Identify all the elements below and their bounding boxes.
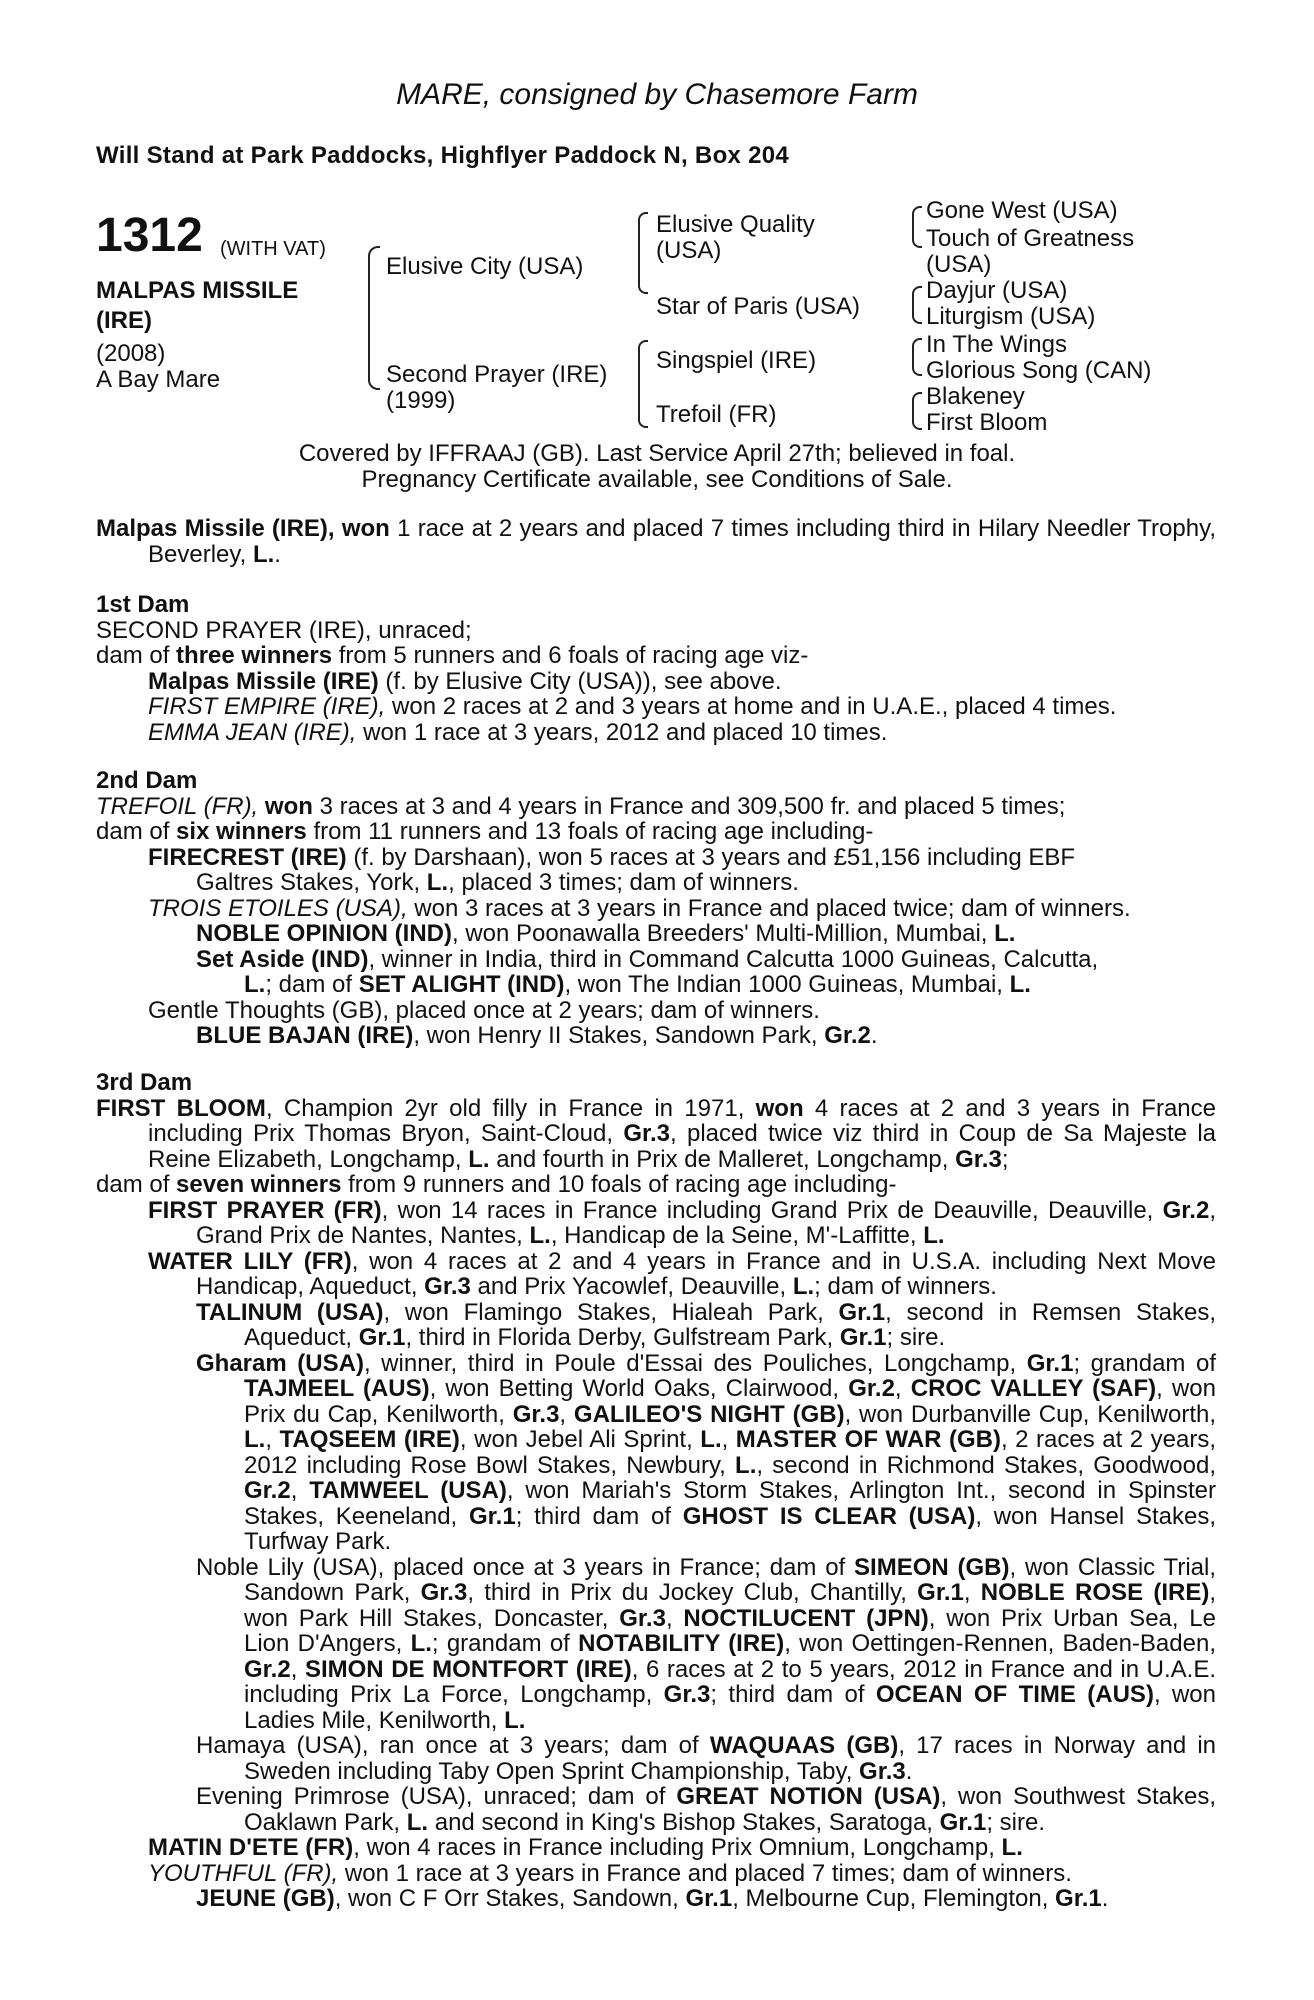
text-segment: Gr.3: [420, 1579, 468, 1606]
text-segment: , won Jebel Ali Sprint,: [459, 1426, 701, 1453]
text-segment: CROC VALLEY (SAF): [910, 1375, 1157, 1402]
text-segment: ,: [721, 1426, 736, 1453]
text-segment: , third in Prix du Jockey Club, Chantilly,: [467, 1579, 918, 1606]
pedigree-g3-2-line2: (USA): [926, 251, 992, 278]
third-dam-foal-first-prayer: [96, 1198, 1216, 1249]
race-record-end: .: [274, 540, 281, 568]
horse-name-line1: MALPAS MISSILE: [96, 277, 299, 304]
text-segment: from 9 runners and 10 foals of racing age including-: [341, 1171, 897, 1198]
text-segment: MASTER OF WAR (GB): [735, 1426, 1001, 1453]
text-segment: L.: [923, 1222, 945, 1249]
text-segment: L.: [244, 1426, 266, 1453]
pedigree-dam-dam: Trefoil (FR): [656, 401, 777, 428]
pedigree-brace-g4: [912, 392, 922, 430]
text-segment: , 6 races at 2 to 5 years, 2012 in France and in U.A.E. including Prix La Force, Longchamp,: [244, 1655, 1216, 1708]
third-dam-grandfoal-gharam: [96, 1351, 1216, 1555]
text-segment: ,: [290, 1477, 310, 1504]
text-segment: GREAT NOTION (USA): [676, 1783, 941, 1810]
second-dam-grandfoal-2: Set Aside (IND), winner in India, third in Command Calcutta 1000 Guineas, Calcutta,: [196, 945, 1099, 973]
third-dam-produce-line: [96, 1172, 1216, 1198]
text-segment: L.: [406, 1808, 429, 1836]
pedigree-dam-year: (1999): [386, 387, 456, 414]
second-dam-heading: 2nd Dam: [96, 767, 198, 794]
text-segment: won 1 race at 3 years in France and placed 7 times; dam of winners.: [338, 1859, 1072, 1887]
pedigree-sire-sire-line2: (USA): [656, 237, 722, 264]
pedigree-sire-dam: Star of Paris (USA): [656, 293, 861, 320]
text-segment: FIRST PRAYER (FR): [148, 1196, 382, 1224]
lot-number: 1312: [96, 209, 203, 262]
text-segment: , won Oettingen-Rennen, Baden-Baden,: [784, 1630, 1216, 1657]
pedigree-brace-g3: [912, 338, 922, 376]
pedigree-brace-main: [368, 246, 380, 390]
text-segment: , won Mariah's Storm Stakes, Arlington Int., second in Spinster Stakes, Keeneland,: [244, 1477, 1216, 1530]
third-dam-summary: [96, 1096, 1216, 1173]
text-segment: , placed twice viz third in Coup de Sa Majeste la Reine Elizabeth, Longchamp,: [148, 1120, 1217, 1173]
text-segment: MATIN D'ETE (FR): [148, 1834, 354, 1861]
text-segment: Gr.3: [512, 1400, 560, 1428]
pedigree-brace-sire: [638, 212, 648, 294]
second-dam-grandfoal-2-cont: L.; dam of SET ALIGHT (IND), won The Indian 1000 Guineas, Mumbai, L.: [244, 971, 1031, 998]
third-dam-grandfoal-hamaya: [96, 1733, 1216, 1784]
pedigree-brace-dam: [638, 340, 648, 428]
pedigree-g3-5: In The Wings: [926, 331, 1067, 358]
text-segment: and Prix Yacowlef, Deauville,: [470, 1273, 793, 1300]
pedigree-g3-3: Dayjur (USA): [926, 277, 1068, 304]
text-segment: , won 4 races in France including Prix Omnium, Longchamp,: [353, 1834, 1002, 1861]
text-segment: , won Flamingo Stakes, Hialeah Park,: [383, 1298, 839, 1326]
text-segment: SIMEON (GB): [854, 1553, 1010, 1581]
text-segment: , 2 races at 2 years, 2012 including Rose Bowl Stakes, Newbury,: [244, 1426, 1216, 1479]
first-dam-heading: 1st Dam: [96, 591, 190, 618]
consignor-heading: MARE, consigned by Chasemore Farm: [396, 78, 918, 111]
text-segment: Evening Primrose (USA), unraced; dam of: [196, 1783, 677, 1810]
second-dam-line2: dam of six winners from 11 runners and 13 foals of racing age including-: [96, 818, 874, 845]
text-segment: ; grandam of: [1073, 1349, 1216, 1377]
text-segment: L.: [700, 1426, 722, 1453]
text-segment: dam of: [96, 1171, 177, 1198]
text-segment: SIMON DE MONTFORT (IRE): [304, 1655, 632, 1683]
text-segment: ,: [265, 1426, 280, 1453]
text-segment: , won Classic Trial, Sandown Park,: [244, 1553, 1216, 1606]
text-segment: Gr.1: [1055, 1885, 1102, 1912]
text-segment: Gr.3: [623, 1120, 671, 1147]
text-segment: ; sire.: [886, 1324, 946, 1351]
text-segment: , won Durbanville Cup, Kenilworth,: [844, 1400, 1216, 1428]
text-segment: Gr.3: [859, 1757, 906, 1785]
text-segment: L.: [504, 1706, 526, 1734]
text-segment: Noble Lily (USA), placed once at 3 years in France; dam of: [196, 1553, 855, 1581]
stand-location: Will Stand at Park Paddocks, Highflyer Paddock N, Box 204: [96, 142, 790, 169]
text-segment: and second in King's Bishop Stakes, Saratoga,: [428, 1808, 940, 1836]
text-segment: L.: [468, 1145, 490, 1173]
text-segment: Gr.1: [917, 1579, 964, 1606]
horse-description: A Bay Mare: [96, 366, 221, 393]
second-dam-foal-1: FIRECREST (IRE) (f. by Darshaan), won 5 races at 3 years and £51,156 including EBF: [148, 843, 1076, 871]
pedigree-brace-g1: [912, 206, 922, 248]
pedigree-g3-2-line1: Touch of Greatness: [926, 225, 1135, 252]
text-segment: .: [905, 1757, 913, 1785]
race-record-name: Malpas Missile (IRE), won: [96, 515, 390, 542]
text-segment: YOUTHFUL (FR),: [148, 1859, 339, 1887]
text-segment: ,: [559, 1400, 574, 1428]
text-segment: , third in Florida Derby, Gulfstream Park,: [405, 1324, 840, 1351]
text-segment: ; sire.: [986, 1808, 1046, 1836]
text-segment: Gharam (USA): [196, 1349, 364, 1377]
text-segment: L.: [410, 1630, 432, 1657]
third-dam-foal-water-lily: [96, 1249, 1216, 1300]
text-segment: L.: [792, 1273, 815, 1300]
text-segment: , won 4 races at 2 and 4 years in France and in U.S.A. including Next Move Handicap, Aqueduct,: [196, 1247, 1216, 1300]
text-segment: Gr.2: [1162, 1196, 1210, 1224]
text-segment: GALILEO'S NIGHT (GB): [573, 1400, 845, 1428]
text-segment: , winner, third in Poule d'Essai des Pouliches, Longchamp,: [363, 1349, 1027, 1377]
pedigree-g3-1: Gone West (USA): [926, 197, 1118, 224]
text-segment: Gr.2: [848, 1375, 895, 1402]
pedigree-g3-4: Liturgism (USA): [926, 303, 1096, 330]
text-segment: won: [755, 1094, 804, 1122]
third-dam-grandfoal-jeune: [96, 1886, 1216, 1912]
text-segment: ,: [894, 1375, 911, 1402]
text-segment: , won Park Hill Stakes, Doncaster,: [244, 1579, 1217, 1632]
third-dam-foal-matin-dete: [96, 1835, 1216, 1861]
text-segment: , won Betting World Oaks, Clairwood,: [429, 1375, 849, 1402]
second-dam-grandfoal-3: BLUE BAJAN (IRE), won Henry II Stakes, Sandown Park, Gr.2.: [196, 1022, 878, 1049]
text-segment: , won Southwest Stakes, Oaklawn Park,: [244, 1783, 1216, 1836]
text-segment: TAMWEEL (USA): [309, 1477, 507, 1504]
second-dam-grandfoal-1: NOBLE OPINION (IND), won Poonawalla Breeders' Multi-Million, Mumbai, L.: [196, 920, 1016, 947]
text-segment: , 17 races in Norway and in Sweden including Taby Open Sprint Championship, Taby,: [244, 1732, 1217, 1785]
text-segment: FIRST BLOOM: [96, 1094, 266, 1122]
text-segment: Gr.1: [685, 1885, 733, 1912]
text-segment: GHOST IS CLEAR (USA): [682, 1502, 976, 1530]
text-segment: ;: [1001, 1145, 1009, 1173]
text-segment: Gr.3: [619, 1604, 666, 1632]
text-segment: Gr.3: [955, 1145, 1002, 1173]
text-segment: seven winners: [176, 1171, 342, 1198]
first-dam-foal-1: Malpas Missile (IRE) (f. by Elusive City (USA)), see above.: [148, 667, 782, 695]
text-segment: ,: [665, 1604, 684, 1632]
text-segment: , won Prix du Cap, Kenilworth,: [244, 1375, 1216, 1428]
text-segment: .: [1101, 1885, 1109, 1912]
horse-name-line2: (IRE): [96, 307, 152, 334]
text-segment: NOTABILITY (IRE): [578, 1630, 785, 1657]
text-segment: Gr.2: [244, 1477, 291, 1504]
pedigree-sire: Elusive City (USA): [386, 253, 584, 280]
race-record-listed: L.: [252, 540, 275, 568]
text-segment: , won 14 races in France including Grand Prix de Deauville, Deauville,: [381, 1196, 1163, 1224]
text-segment: NOBLE ROSE (IRE): [980, 1579, 1210, 1606]
pedigree-g3-7: Blakeney: [926, 383, 1025, 410]
third-dam-grandfoal-evening-primrose: [96, 1784, 1216, 1835]
first-dam-foal-2: FIRST EMPIRE (IRE), won 2 races at 2 and 3 years at home and in U.A.E., placed 4 times.: [148, 693, 1117, 720]
text-segment: Gr.1: [468, 1502, 516, 1530]
text-segment: , won Hansel Stakes, Turfway Park.: [244, 1502, 1216, 1555]
text-segment: Gr.1: [839, 1324, 887, 1351]
text-segment: , second in Remsen Stakes, Aqueduct,: [244, 1298, 1216, 1351]
first-dam-line2: dam of three winners from 5 runners and 6 foals of racing age viz-: [96, 642, 809, 669]
pedigree-dam-sire: Singspiel (IRE): [656, 347, 817, 374]
text-segment: Gr.1: [939, 1808, 987, 1836]
text-segment: , won C F Orr Stakes, Sandown,: [334, 1885, 686, 1912]
pedigree-g3-6: Glorious Song (CAN): [926, 357, 1152, 384]
text-segment: , Champion 2yr old filly in France in 1971,: [265, 1094, 756, 1122]
text-segment: TAQSEEM (IRE): [279, 1426, 460, 1453]
pedigree-g3-8: First Bloom: [926, 409, 1048, 436]
third-dam-grandfoal-noble-lily: [96, 1555, 1216, 1734]
text-segment: ; grandam of: [431, 1630, 579, 1657]
third-dam-section: [96, 1070, 1216, 1912]
race-record-text: 1 race at 2 years and placed 7 times including third in Hilary Needler Trophy, Beverley,: [148, 515, 1216, 568]
text-segment: , Handicap de la Seine, M'-Laffitte,: [550, 1222, 924, 1249]
text-segment: ; dam of winners.: [814, 1273, 997, 1300]
text-segment: NOCTILUCENT (JPN): [683, 1604, 929, 1632]
text-segment: ,: [963, 1579, 981, 1606]
text-segment: ; third dam of: [710, 1681, 876, 1708]
text-segment: Gr.1: [1026, 1349, 1074, 1377]
pedigree-brace-g2: [912, 286, 922, 324]
covering-line2: Pregnancy Certificate available, see Conditions of Sale.: [361, 466, 953, 493]
covering-line1: Covered by IFFRAAJ (GB). Last Service April 27th; believed in foal.: [298, 440, 1016, 467]
race-record: [96, 516, 1216, 567]
second-dam-line1: TREFOIL (FR), won 3 races at 3 and 4 years in France and 309,500 fr. and placed 5 times;: [96, 792, 1066, 820]
text-segment: L.: [529, 1222, 551, 1249]
text-segment: L.: [735, 1451, 757, 1479]
third-dam-foal-youthful: [96, 1861, 1216, 1887]
pedigree-dam: Second Prayer (IRE): [386, 361, 608, 388]
second-dam-foal-1-cont: Galtres Stakes, York, L., placed 3 times; dam of winners.: [196, 869, 799, 896]
first-dam-line1: SECOND PRAYER (IRE), unraced;: [96, 616, 472, 644]
text-segment: Gr.3: [424, 1273, 471, 1300]
horse-name: [96, 276, 356, 336]
first-dam-foal-3: EMMA JEAN (IRE), won 1 race at 3 years, 2012 and placed 10 times.: [148, 718, 888, 746]
text-segment: Gr.1: [358, 1324, 406, 1351]
text-segment: L.: [1001, 1834, 1023, 1861]
text-segment: Gr.2: [244, 1655, 291, 1683]
foaling-year: (2008): [96, 340, 166, 367]
text-segment: ,: [290, 1655, 305, 1683]
text-segment: 4 races at 2 and 3 years in France including Prix Thomas Bryon, Saint-Cloud,: [148, 1094, 1216, 1147]
third-dam-heading: 3rd Dam: [96, 1069, 193, 1096]
text-segment: ; third dam of: [515, 1502, 683, 1530]
text-segment: , Melbourne Cup, Flemington,: [732, 1885, 1056, 1912]
text-segment: JEUNE (GB): [196, 1885, 335, 1912]
text-segment: WAQUAAS (GB): [709, 1732, 899, 1759]
text-segment: Gr.3: [663, 1681, 711, 1708]
first-dam-section: [96, 592, 1216, 745]
second-dam-section: [96, 768, 1216, 1049]
text-segment: , won Prix Urban Sea, Le Lion D'Angers,: [244, 1604, 1216, 1657]
text-segment: , won Ladies Mile, Kenilworth,: [244, 1681, 1216, 1734]
second-dam-foal-2: TROIS ETOILES (USA), won 3 races at 3 years in France and placed twice; dam of winners.: [148, 894, 1131, 922]
vat-note: (WITH VAT): [220, 238, 326, 260]
pedigree-sire-sire-line1: Elusive Quality: [656, 211, 815, 238]
second-dam-foal-3: Gentle Thoughts (GB), placed once at 2 years; dam of winners.: [148, 996, 820, 1024]
text-segment: Hamaya (USA), ran once at 3 years; dam of: [196, 1732, 710, 1759]
text-segment: , Grand Prix de Nantes, Nantes,: [196, 1196, 1216, 1249]
text-segment: TAJMEEL (AUS): [244, 1375, 430, 1402]
text-segment: Gr.1: [838, 1298, 886, 1326]
text-segment: TALINUM (USA): [196, 1298, 384, 1326]
text-segment: and fourth in Prix de Malleret, Longchamp,: [489, 1145, 956, 1173]
text-segment: WATER LILY (FR): [148, 1247, 352, 1275]
text-segment: OCEAN OF TIME (AUS): [875, 1681, 1154, 1708]
text-segment: , second in Richmond Stakes, Goodwood,: [756, 1451, 1216, 1479]
third-dam-grandfoal-talinum: [96, 1300, 1216, 1351]
